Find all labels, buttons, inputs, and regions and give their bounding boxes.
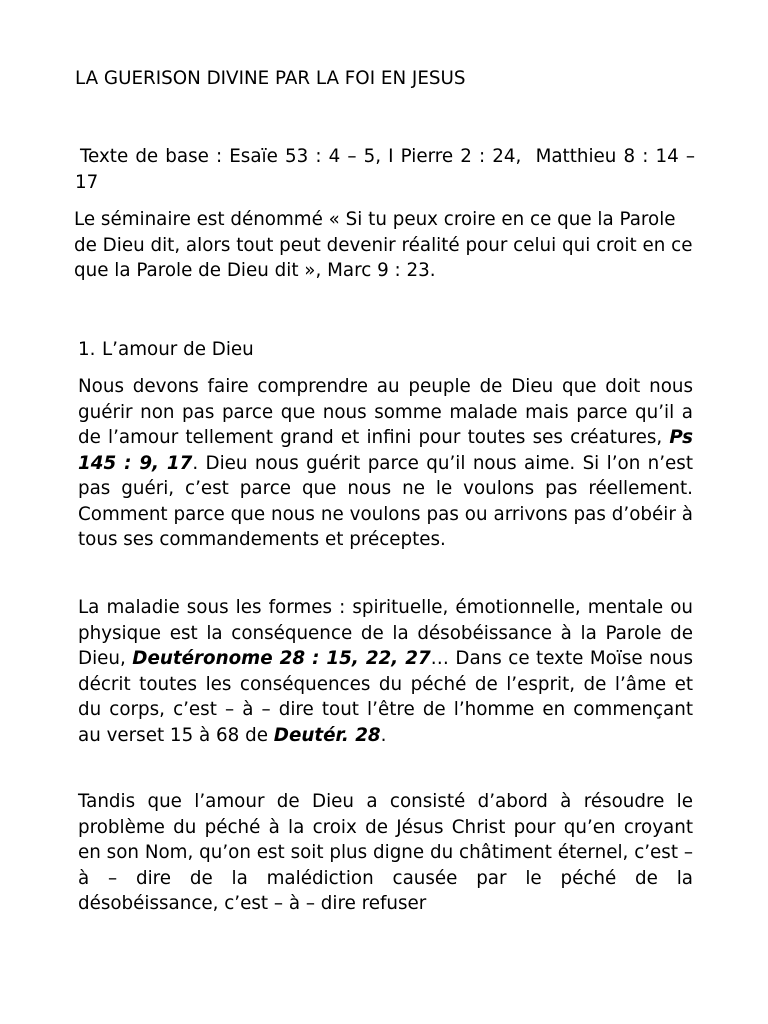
section-heading	[78, 337, 478, 363]
scripture-reference: Deutéronome 28 : 15, 22, 27	[132, 648, 431, 669]
paragraph-text: .	[380, 724, 387, 746]
paragraph-text: … Dans ce texte Moïse nous décrit toutes les conséquences du péché de l’esprit, de l’âme et du corps, c’est – à – dire tout l’être de l’homme en commençant au verset 15 à 68 de	[78, 648, 693, 746]
paragraph-sickness	[78, 595, 693, 748]
base-text-line	[75, 144, 695, 195]
paragraph-cross: Tandis que l’amour de Dieu a consisté d’abord à résoudre le problème du péché à la croix de Jésus Christ pour qu’en croyant en son Nom, qu’on est soit plus digne du châtiment éternel, c’est – à – dire de la malédiction causée par le péché de la désobéissance, c’est – à – dire refuser	[78, 791, 693, 914]
section-number: 1.	[78, 339, 96, 360]
scripture-reference: Deutér. 28	[273, 724, 381, 746]
document-title: LA GUERISON DIVINE PAR LA FOI EN JESUS	[75, 68, 466, 89]
paragraph-text: Nous devons faire comprendre au peuple de Dieu que doit nous guérir non pas parce que nous somme malade mais parce qu’il a de l’amour tellement grand et infini pour toutes ses créatures,	[78, 376, 693, 448]
scripture-reference: Ps 145 : 9, 17	[78, 427, 693, 474]
paragraph-text: . Dieu nous guérit parce qu’il nous aime. Si l’on n’est pas guéri, c’est parce que nous ne le voulons pas réellement. Comment parce que nous ne voulons pas ou arrivons pas d’obéir à tous ses commandements et préceptes.	[78, 452, 693, 550]
base-text-label: Texte de base : Esaïe 53 : 4 – 5, I Pierre 2 : 24,	[80, 146, 522, 167]
base-text-tail: Matthieu 8 : 14 – 17	[75, 146, 696, 193]
seminar-paragraph: Le séminaire est dénommé « Si tu peux croire en ce que la Parole de Dieu dit, alors tout peut devenir réalité pour celui qui croit en ce que la Parole de Dieu dit », Marc 9 : 23.	[74, 209, 693, 281]
paragraph-text: La maladie sous les formes : spirituelle, émotionnelle, mentale ou physique est la conséquence de la désobéissance à la Parole de Dieu,	[78, 597, 693, 669]
section-heading-text: L’amour de Dieu	[102, 339, 254, 360]
paragraph-love-of-god	[78, 374, 693, 553]
